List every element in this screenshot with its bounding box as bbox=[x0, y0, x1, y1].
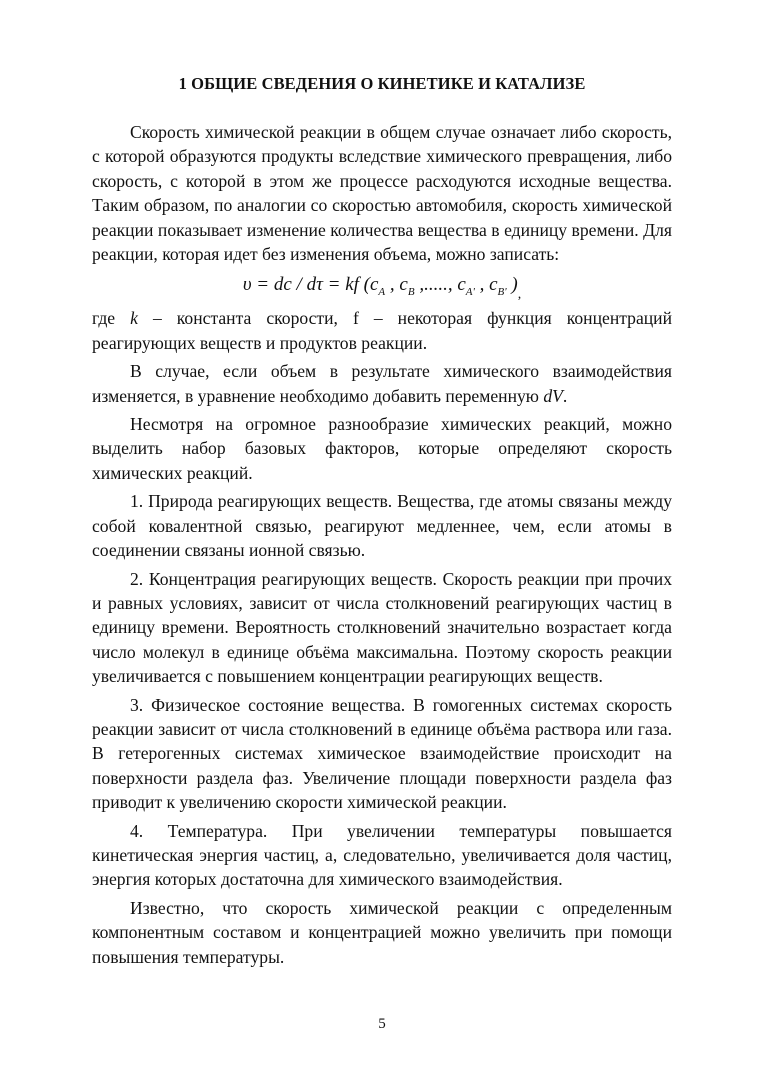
formula-sub-b2: B' bbox=[497, 286, 507, 299]
page-title: 1 ОБЩИЕ СВЕДЕНИЯ О КИНЕТИКЕ И КАТАЛИЗЕ bbox=[178, 74, 586, 93]
volume-pre: В случае, если объем в результате химического взаимодействия изменяется, в уравнение необходимо добавить переменную bbox=[92, 361, 672, 406]
page-number: 5 bbox=[378, 1016, 386, 1032]
factor-item: 2. Концентрация реагирующих веществ. Скорость реакции при прочих и равных условиях, зависит от числа столкновений реагирующих частиц в единицу времени. Вероятность столкновений значительно возрастает когда число молекул в единице объёма максимальна. Поэтому скорость реакции увеличивается с повышением концентрации реагирующих веществ. bbox=[92, 568, 672, 687]
rate-formula bbox=[92, 266, 672, 306]
where-k: k bbox=[130, 308, 138, 329]
factor-item: 1. Природа реагирующих веществ. Вещества, где атомы связаны между собой ковалентной связью, реагируют медленнее, чем, если атомы в соединении связаны ионной связью. bbox=[92, 491, 672, 561]
formula-comma: , bbox=[517, 287, 522, 303]
formula-close: ) bbox=[506, 274, 518, 296]
where-pre: где bbox=[92, 308, 131, 329]
where-post: – константа скорости, f – некоторая функция концентраций реагирующих веществ и продуктов реакции. bbox=[92, 308, 672, 353]
volume-var: dV bbox=[543, 385, 563, 406]
body-text bbox=[92, 120, 672, 969]
formula-main: υ = dc / dτ = kf (c bbox=[242, 274, 379, 296]
conclusion-paragraph: Известно, что скорость химической реакции с определенным компонентным составом и концентрацией можно увеличить при помощи повышения температуры. bbox=[92, 897, 672, 967]
factors-intro-paragraph: Несмотря на огромное разнообразие химических реакций, можно выделить набор базовых факторов, которые определяют скорость химических реакций. bbox=[92, 414, 672, 483]
volume-paragraph bbox=[92, 359, 672, 408]
factor-item: 3. Физическое состояние вещества. В гомогенных системах скорость реакции зависит от числа столкновений в единице объёма раствора или газа. В гетерогенных системах химическое взаимодействие происходит на поверхности раздела фаз. Увеличение площади поверхности раздела фаз приводит к увеличению скорости химической реакции. bbox=[92, 694, 672, 813]
factor-item: 4. Температура. При увеличении температуры повышается кинетическая энергия частиц, а, следовательно, увеличивается доля частиц, энергия которых достаточна для химического взаимодействия. bbox=[92, 820, 672, 890]
volume-post: . bbox=[562, 385, 568, 406]
formula-sub-b: B bbox=[407, 286, 415, 299]
formula-sub-a2: A' bbox=[465, 286, 475, 299]
formula-sub-a: A bbox=[378, 286, 386, 299]
formula-sep2: , c bbox=[474, 274, 498, 296]
intro-paragraph: Скорость химической реакции в общем случае означает либо скорость, с которой образуются продукты вследствие химического превращения, либо скорость, с которой в этом же процессе расходуются исходные вещества. Таким образом, по аналогии со скоростью автомобиля, скорость химической реакции показывает изменение количества вещества в единицу времени. Для реакции, которая идет без изменения объема, можно записать: bbox=[92, 122, 672, 265]
formula-sep1: , c bbox=[385, 274, 408, 296]
where-paragraph bbox=[92, 306, 672, 355]
formula-dots: ,....., c bbox=[414, 274, 466, 296]
